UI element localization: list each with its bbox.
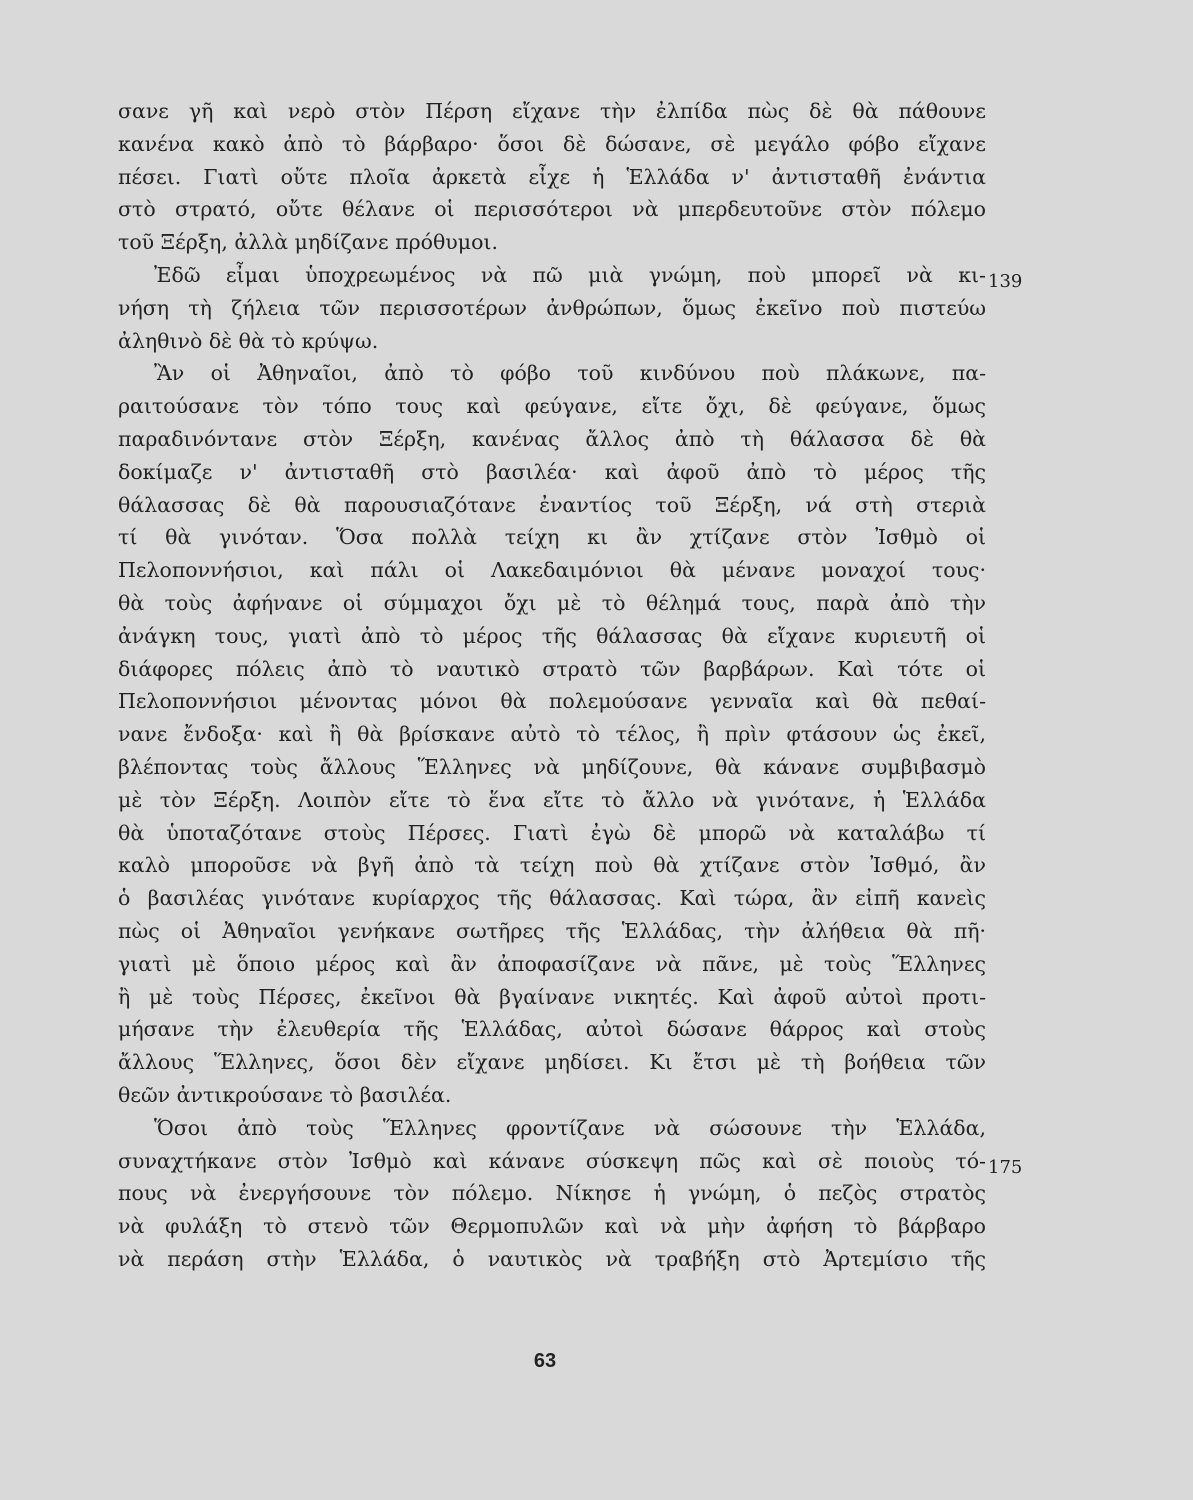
text-line: νὰ φυλάξη τὸ στενὸ τῶν Θερμοπυλῶν καὶ νὰ μὴν ἀφήση τὸ βάρβαρο: [118, 1214, 986, 1239]
text-line: Πελοποννήσιοι, καὶ πάλι οἱ Λακεδαιμόνιοι θὰ μένανε μοναχοί τους·: [118, 558, 986, 583]
text-line: θὰ ὑποταζότανε στοὺς Πέρσες. Γιατὶ ἐγὼ δὲ μπορῶ νὰ καταλάβω τί: [118, 820, 986, 845]
text-line: νὰ περάση στὴν Ἑλλάδα, ὁ ναυτικὸς νὰ τραβήξη στὸ Ἀρτεμίσιο τῆς: [118, 1246, 986, 1271]
text-line: ὁ βασιλέας γινότανε κυρίαρχος τῆς θάλασσας. Καὶ τώρα, ἂν εἰπῆ κανεὶς: [118, 886, 986, 911]
text-line: γιατὶ μὲ ὅποιο μέρος καὶ ἂν ἀποφασίζανε νὰ πᾶνε, μὲ τοὺς Ἕλληνες: [118, 951, 986, 976]
text-line: παραδινόντανε στὸν Ξέρξη, κανένας ἄλλος ἀπὸ τὴ θάλασσα δὲ θὰ: [118, 426, 986, 451]
text-line: διάφορες πόλεις ἀπὸ τὸ ναυτικὸ στρατὸ τῶν βαρβάρων. Καὶ τότε οἱ: [118, 656, 986, 681]
text-line: Ἂν οἱ Ἀθηναῖοι, ἀπὸ τὸ φόβο τοῦ κινδύνου ποὺ πλάκωνε, πα-: [154, 361, 986, 386]
body-text: [118, 95, 986, 1276]
text-line: κανένα κακὸ ἀπὸ τὸ βάρβαρο· ὅσοι δὲ δώσανε, σὲ μεγάλο φόβο εἴχανε: [118, 131, 986, 156]
text-line: Ὅσοι ἀπὸ τοὺς Ἕλληνες φροντίζανε νὰ σώσουνε τὴν Ἑλλάδα,: [154, 1115, 986, 1140]
text-line: ἄλλους Ἕλληνες, ὅσοι δὲν εἴχανε μηδίσει. Κι ἔτσι μὲ τὴ βοήθεια τῶν: [118, 1050, 986, 1075]
text-line: τοῦ Ξέρξη, ἀλλὰ μηδίζανε πρόθυμοι.: [118, 230, 498, 255]
text-line: συναχτήκανε στὸν Ἰσθμὸ καὶ κάνανε σύσκεψη πῶς καὶ σὲ ποιοὺς τό-: [118, 1148, 986, 1173]
margin-line-number: 175: [988, 1157, 1023, 1178]
text-line: θάλασσας δὲ θὰ παρουσιαζότανε ἐναντίος τοῦ Ξέρξη, νά στὴ στεριὰ: [118, 492, 986, 517]
text-line: πὼς οἱ Ἀθηναῖοι γενήκανε σωτῆρες τῆς Ἑλλάδας, τὴν ἀλήθεια θὰ πῆ·: [118, 918, 986, 943]
text-line: ἀληθινὸ δὲ θὰ τὸ κρύψω.: [118, 328, 379, 353]
text-line: ἢ μὲ τοὺς Πέρσες, ἐκεῖνοι θὰ βγαίνανε νικητές. Καὶ ἀφοῦ αὐτοὶ προτι-: [118, 984, 986, 1009]
margin-line-number: 139: [988, 271, 1023, 292]
text-line: πέσει. Γιατὶ οὔτε πλοῖα ἀρκετὰ εἶχε ἡ Ἑλλάδα ν' ἀντισταθῆ ἐνάντια: [118, 164, 986, 189]
text-line: Πελοποννήσιοι μένοντας μόνοι θὰ πολεμούσανε γενναῖα καὶ θὰ πεθαί-: [118, 689, 986, 714]
text-line: Ἐδῶ εἶμαι ὑποχρεωμένος νὰ πῶ μιὰ γνώμη, ποὺ μπορεῖ νὰ κι-: [154, 262, 986, 287]
text-line: ἀνάγκη τους, γιατὶ ἀπὸ τὸ μέρος τῆς θάλασσας θὰ εἴχανε κυριευτῆ οἱ: [118, 623, 986, 648]
text-line: μὲ τὸν Ξέρξη. Λοιπὸν εἴτε τὸ ἕνα εἴτε τὸ ἄλλο νὰ γινότανε, ἡ Ἑλλάδα: [118, 787, 986, 812]
text-line: θὰ τοὺς ἀφήνανε οἱ σύμμαχοι ὄχι μὲ τὸ θέλημά τους, παρὰ ἀπὸ τὴν: [118, 590, 986, 615]
text-line: θεῶν ἀντικρούσανε τὸ βασιλέα.: [118, 1082, 452, 1107]
text-line: νήση τὴ ζήλεια τῶν περισσοτέρων ἀνθρώπων, ὅμως ἐκεῖνο ποὺ πιστεύω: [118, 295, 986, 320]
text-line: σανε γῆ καὶ νερὸ στὸν Πέρση εἴχανε τὴν ἐλπίδα πὼς δὲ θὰ πάθουνε: [118, 99, 986, 123]
page-number: 63: [533, 1350, 557, 1372]
text-line: πους νὰ ἐνεργήσουνε τὸν πόλεμο. Νίκησε ἡ γνώμη, ὁ πεζὸς στρατὸς: [118, 1181, 986, 1206]
text-line: ραιτούσανε τὸν τόπο τους καὶ φεύγανε, εἴτε ὄχι, δὲ φεύγανε, ὅμως: [118, 394, 986, 419]
text-line: βλέποντας τοὺς ἄλλους Ἕλληνες νὰ μηδίζουνε, θὰ κάνανε συμβιβασμὸ: [118, 754, 986, 779]
text-line: μήσανε τὴν ἐλευθερία τῆς Ἑλλάδας, αὐτοὶ δώσανε θάρρος καὶ στοὺς: [118, 1017, 986, 1042]
text-line: δοκίμαζε ν' ἀντισταθῆ στὸ βασιλέα· καὶ ἀφοῦ ἀπὸ τὸ μέρος τῆς: [118, 459, 986, 484]
text-line: στὸ στρατό, οὔτε θέλανε οἱ περισσότεροι νὰ μπερδευτοῦνε στὸν πόλεμο: [118, 197, 986, 222]
text-line: νανε ἔνδοξα· καὶ ἢ θὰ βρίσκανε αὐτὸ τὸ τέλος, ἢ πρὶν φτάσουν ὡς ἐκεῖ,: [118, 722, 986, 747]
text-line: καλὸ μποροῦσε νὰ βγῆ ἀπὸ τὰ τείχη ποὺ θὰ χτίζανε στὸν Ἰσθμό, ἂν: [118, 853, 986, 878]
text-line: τί θὰ γινόταν. Ὅσα πολλὰ τείχη κι ἂν χτίζανε στὸν Ἰσθμὸ οἱ: [118, 525, 986, 550]
